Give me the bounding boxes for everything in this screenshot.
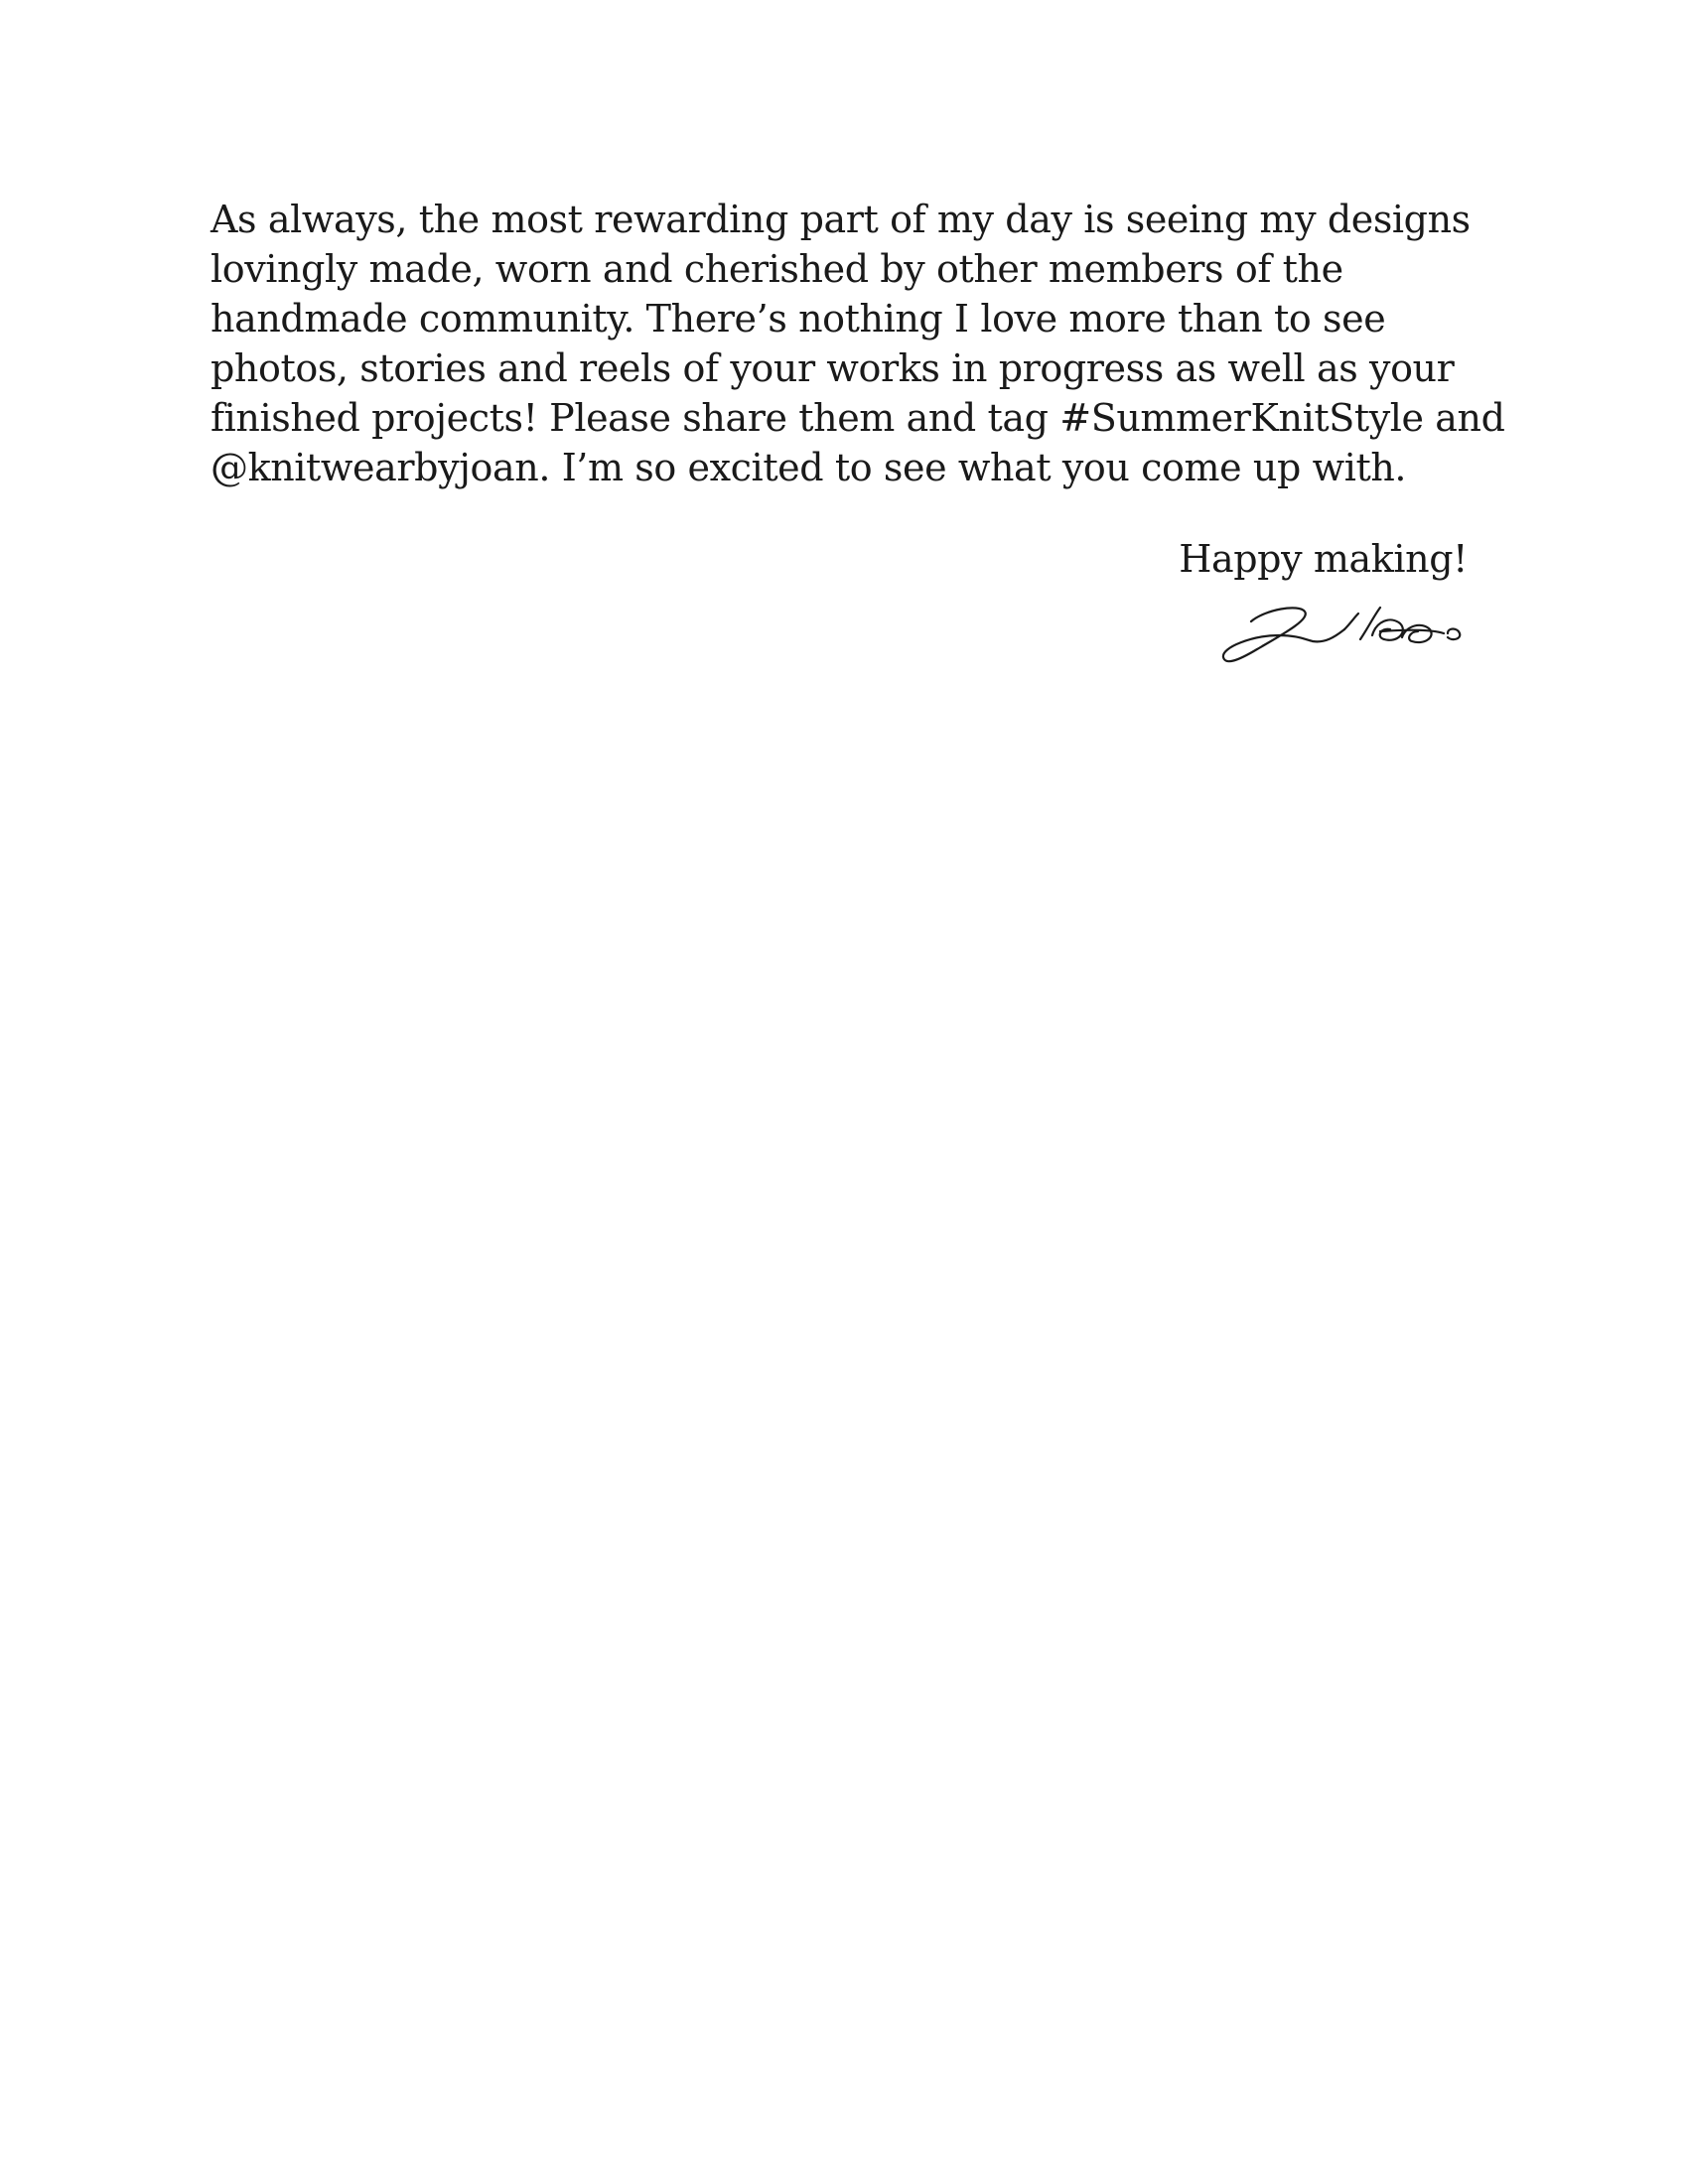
paragraph-line: @knitwearbyjoan. I’m so excited to see what you come up with. xyxy=(211,446,1407,489)
signature-icon xyxy=(1213,596,1472,671)
closing-line: Happy making! xyxy=(1179,537,1468,581)
paragraph-line: photos, stories and reels of your works in progress as well as your xyxy=(211,346,1455,390)
letter-paragraph xyxy=(211,195,1505,492)
paragraph-line: lovingly made, worn and cherished by other members of the xyxy=(211,247,1343,291)
paragraph-line: As always, the most rewarding part of my day is seeing my designs xyxy=(211,198,1471,241)
paragraph-line: handmade community. There’s nothing I love more than to see xyxy=(211,297,1386,341)
paragraph-line: finished projects! Please share them and tag #SummerKnitStyle and xyxy=(211,396,1505,440)
